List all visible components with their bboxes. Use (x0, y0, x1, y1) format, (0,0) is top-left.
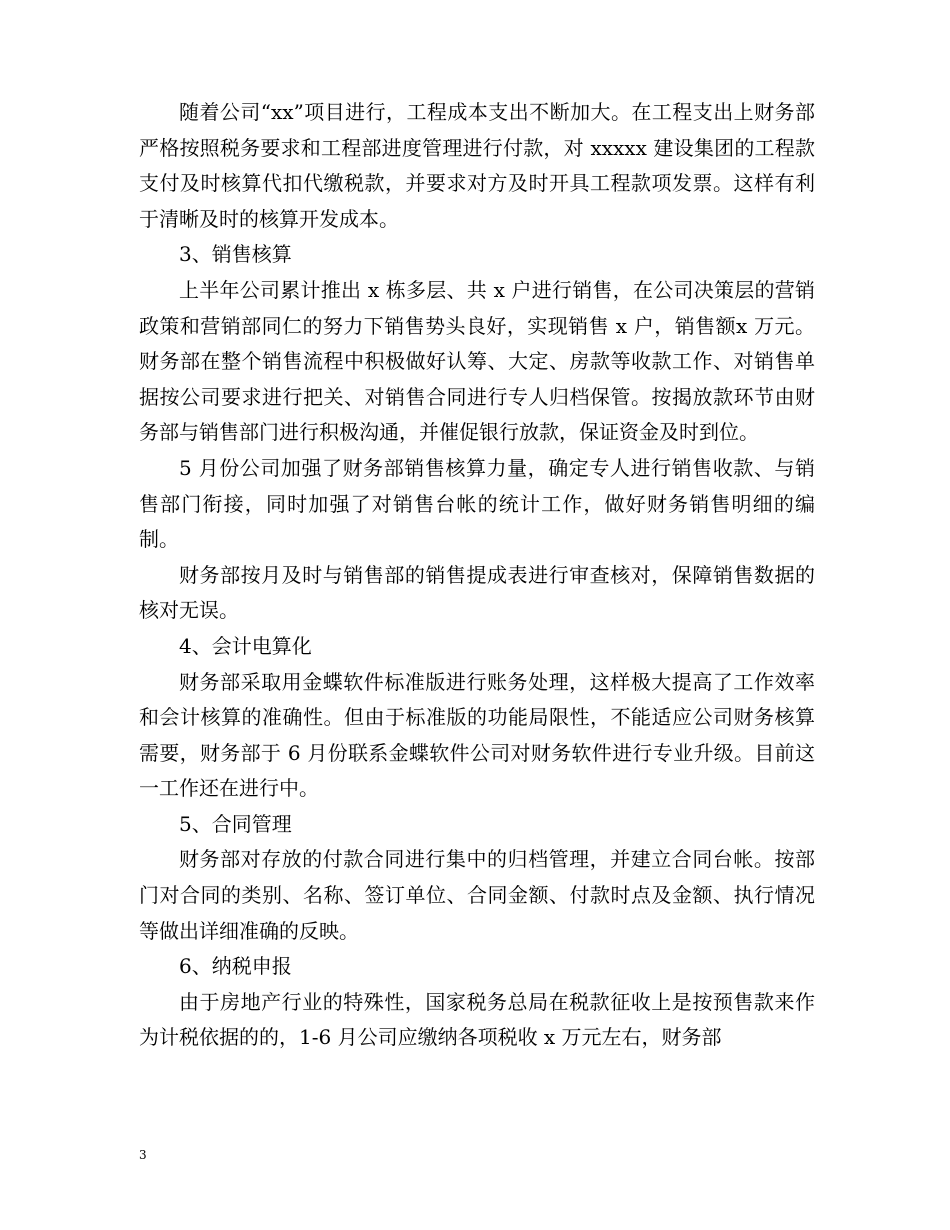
paragraph-sales-overview: 上半年公司累计推出 x 栋多层、共 x 户进行销售，在公司决策层的营销政策和营销部同仁的努力下销售势头良好，实现销售 x 户，销售额x 万元。财务部在整个销售流程中积极做好认筹、大定、房款等收款工作、对销售单据按公司要求进行把关、对销售合同进行专人归档保管。按揭放款环节由财务部与销售部门进行积极沟通，并催促银行放款，保证资金及时到位。 (139, 277, 815, 445)
page-number: 3 (139, 1148, 147, 1162)
document-body (139, 95, 815, 1056)
paragraph-may-sales-staffing: 5 月份公司加强了财务部销售核算力量，确定专人进行销售收款、与销售部门衔接，同时加强了对销售台帐的统计工作，做好财务销售明细的编制。 (139, 455, 815, 552)
paragraph-sales-commission-check: 财务部按月及时与销售部的销售提成表进行审查核对，保障销售数据的核对无误。 (139, 562, 815, 623)
section-heading-tax-filing: 6、纳税申报 (179, 954, 292, 979)
section-heading-computerized-accounting: 4、会计电算化 (179, 633, 312, 658)
section-heading-sales-accounting: 3、销售核算 (179, 242, 292, 267)
paragraph-project-cost: 随着公司“xx”项目进行，工程成本支出不断加大。在工程支出上财务部严格按照税务要求和工程部进度管理进行付款，对 xxxxx 建设集团的工程款支付及时核算代扣代缴税款，并要求对方及时开具工程款项发票。这样有利于清晰及时的核算开发成本。 (139, 100, 815, 231)
section-heading-contract-management: 5、合同管理 (179, 811, 292, 836)
paragraph-kingdee-software: 财务部采取用金蝶软件标准版进行账务处理，这样极大提高了工作效率和会计核算的准确性。但由于标准版的功能局限性，不能适应公司财务核算需要，财务部于 6 月份联系金蝶软件公司对财务软件进行专业升级。目前这一工作还在进行中。 (139, 669, 815, 801)
paragraph-contract-archiving: 财务部对存放的付款合同进行集中的归档管理，并建立合同台帐。按部门对合同的类别、名称、签订单位、合同金额、付款时点及金额、执行情况等做出详细准确的反映。 (139, 847, 815, 943)
paragraph-tax-filing: 由于房地产行业的特殊性，国家税务总局在税款征收上是按预售款来作为计税依据的的，1-6 月公司应缴纳各项税收 x 万元左右，财务部 (139, 989, 815, 1050)
